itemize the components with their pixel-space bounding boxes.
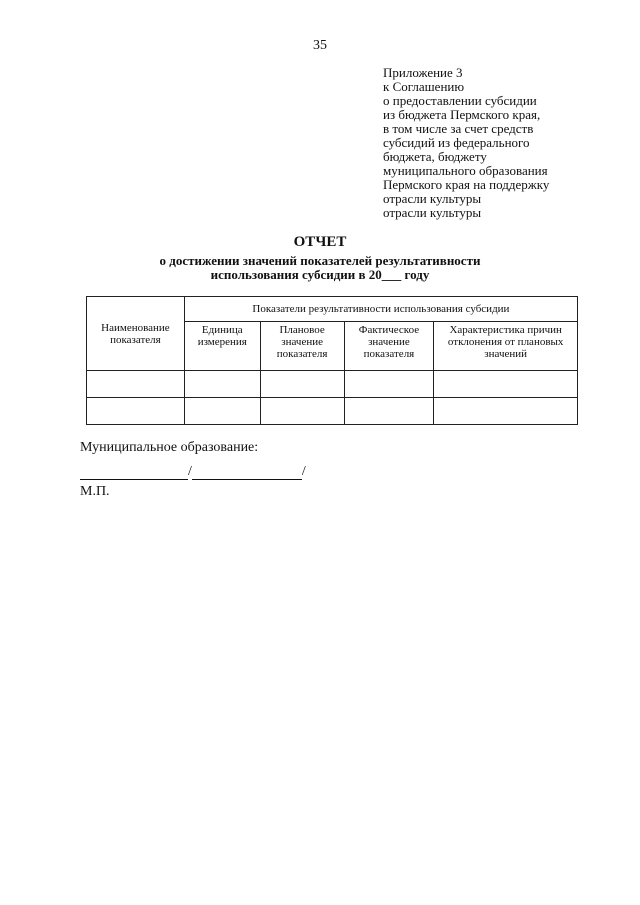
report-subtitle-line: использования субсидии в 20___ году [210,267,430,282]
table-row [87,398,578,425]
appendix-line: отрасли культуры [383,205,482,220]
appendix-line: бюджета, бюджету [383,149,487,164]
col-header-actual: Фактическое значение показателя [344,322,434,371]
col-header-name: Наименование показателя [87,297,185,371]
table-cell [344,371,434,398]
municipality-label: Муниципальное образование: [80,440,259,455]
appendix-line: Пермского края на поддержку [383,177,550,192]
appendix-line: о предоставлении субсидии [383,93,537,108]
appendix-line: субсидий из федерального [383,135,530,150]
col-header-deviation: Характеристика причин отклонения от плановых значений [434,322,578,371]
seal-label: М.П. [80,484,110,499]
group-header: Показатели результативности использования субсидии [184,297,577,322]
report-subtitle [0,254,640,282]
appendix-line: к Соглашению [383,79,465,94]
appendix-line: отрасли культуры [383,191,482,206]
report-title: ОТЧЕТ [293,234,347,250]
table-cell [184,371,260,398]
table-cell [434,371,578,398]
indicators-table [86,296,578,425]
signature-separator: / [188,464,192,479]
table-row [87,371,578,398]
signature-line [80,463,306,480]
table-cell [184,398,260,425]
appendix-line: Приложение 3 [383,65,463,80]
col-header-unit: Единица измерения [184,322,260,371]
col-header-planned: Плановое значение показателя [260,322,344,371]
name-blank [192,463,302,480]
signature-separator: / [301,464,306,479]
page-number: 35 [313,38,327,53]
table-cell [87,398,185,425]
appendix-line: в том числе за счет средств [383,121,534,136]
table-cell [87,371,185,398]
signature-blank [80,463,188,480]
appendix-block [383,66,623,220]
report-subtitle-line: о достижении значений показателей результативности [159,253,481,268]
table-cell [434,398,578,425]
appendix-line: из бюджета Пермского края, [383,107,541,122]
table-cell [344,398,434,425]
table-cell [260,398,344,425]
appendix-line: муниципального образования [383,163,548,178]
table-cell [260,371,344,398]
